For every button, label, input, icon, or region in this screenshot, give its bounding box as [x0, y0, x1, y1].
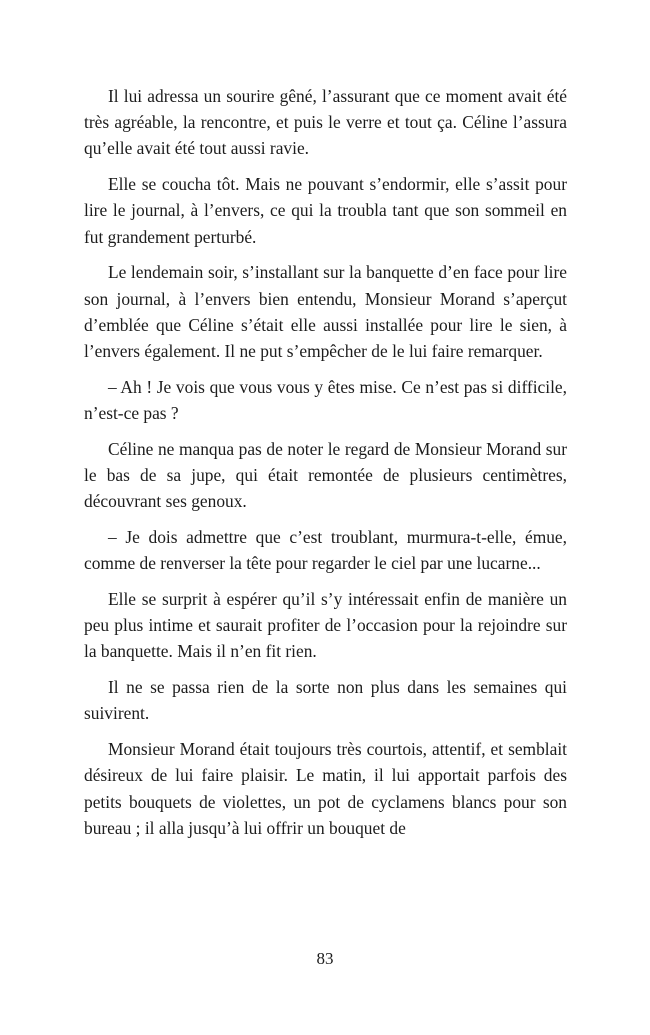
paragraph: Le lendemain soir, s’installant sur la banquette d’en face pour lire son journal, à l’envers bien entendu, Monsieur Morand s’aperçut d’emblée que Céline s’était elle aussi installée pour lire le sien, à l’envers également. Il ne put s’empêcher de le lui faire remarquer. — [84, 262, 567, 362]
paragraph: Elle se surprit à espérer qu’il s’y intéressait enfin de manière un peu plus intime et saurait profiter de l’occasion pour la rejoindre sur la banquette. Mais il n’en fit rien. — [84, 589, 567, 662]
paragraph: Il lui adressa un sourire gêné, l’assurant que ce moment avait été très agréable, la rencontre, et puis le verre et tout ça. Céline l’assura qu’elle avait été tout aussi ravie. — [84, 86, 567, 159]
paragraph: Elle se coucha tôt. Mais ne pouvant s’endormir, elle s’assit pour lire le journal, à l’envers, ce qui la troubla tant que son sommeil en fut grandement perturbé. — [84, 174, 567, 247]
paragraph: Céline ne manqua pas de noter le regard de Monsieur Morand sur le bas de sa jupe, qui était remontée de plusieurs centimètres, découvrant ses genoux. — [84, 438, 567, 512]
paragraph: Il ne se passa rien de la sorte non plus dans les semaines qui suivirent. — [84, 677, 567, 724]
paragraph: Monsieur Morand était toujours très courtois, attentif, et semblait désireux de lui faire plaisir. Le matin, il lui apportait parfois des petits bouquets de violettes, un pot de cyclamens blancs pour son bureau ; il alla jusqu’à lui offrir un bouquet de — [84, 739, 567, 838]
page-number: 83 — [316, 949, 334, 968]
paragraph: – Je dois admettre que c’est troublant, murmura-t-elle, émue, comme de renverser la tête pour regarder le ciel par une lucarne... — [84, 527, 567, 574]
body-text — [84, 83, 567, 851]
paragraph: – Ah ! Je vois que vous vous y êtes mise. Ce n’est pas si difficile, n’est-ce pas ? — [84, 376, 567, 424]
